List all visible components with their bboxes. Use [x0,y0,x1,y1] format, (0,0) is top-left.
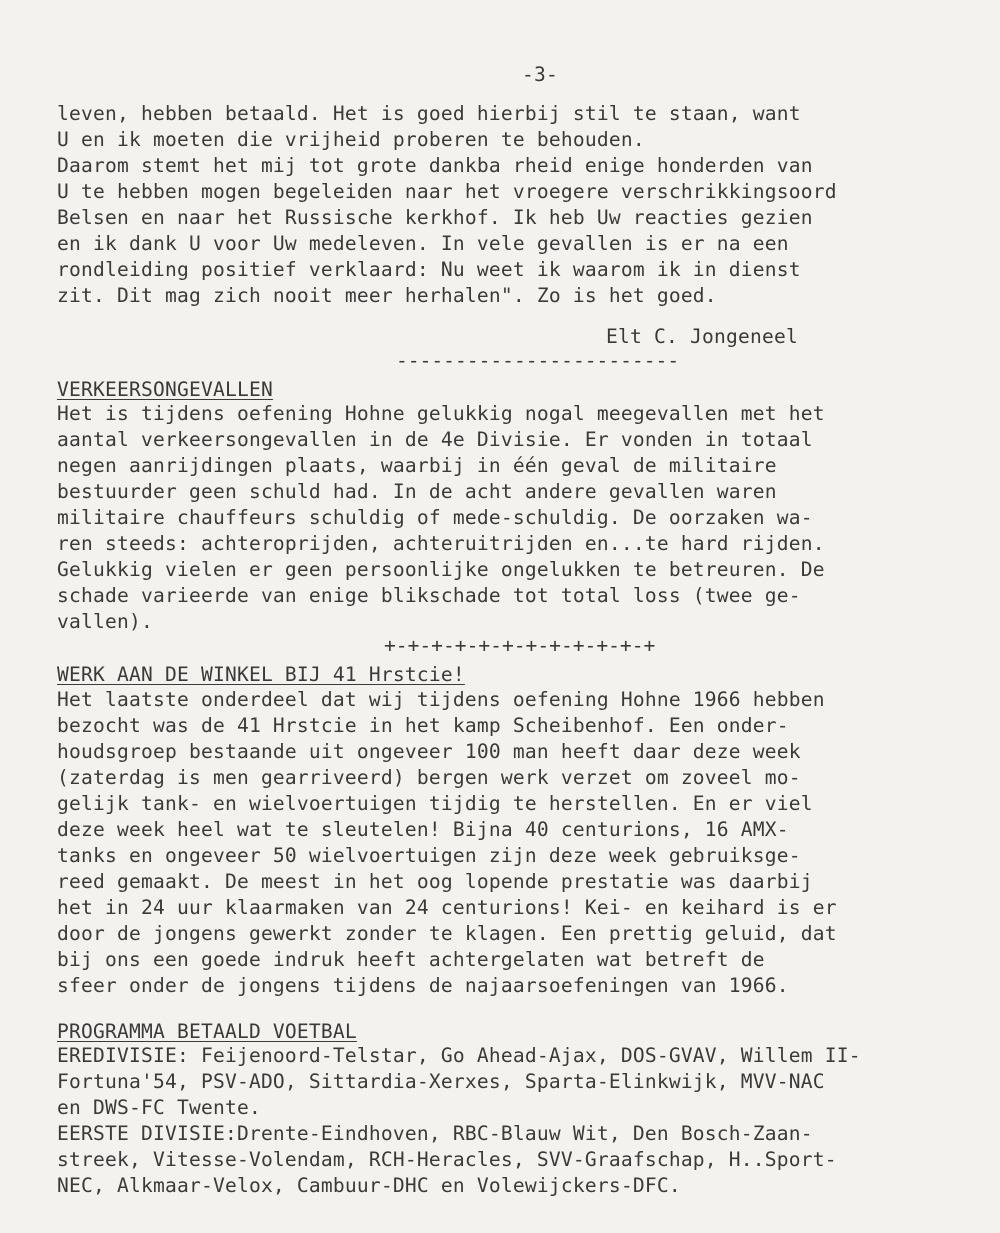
verkeer-line: negen aanrijdingen plaats, waarbij in één geval de militaire [57,454,777,477]
voetbal-line: en DWS-FC Twente. [57,1096,261,1119]
werk-line: Het laatste onderdeel dat wij tijdens oefening Hohne 1966 hebben [57,688,825,711]
section-separator: ------------------------ [396,349,680,372]
werk-line: bezocht was de 41 Hrstcie in het kamp Scheibenhof. Een onder- [57,714,789,737]
intro-line: Belsen en naar het Russische kerkhof. Ik heb Uw reacties gezien [57,206,813,229]
verkeer-line: schade varieerde van enige blikschade tot total loss (twee ge- [57,584,801,607]
heading-programma-betaald-voetbal: PROGRAMMA BETAALD VOETBAL [57,1020,357,1043]
voetbal-line: Fortuna'54, PSV-ADO, Sittardia-Xerxes, Sparta-Elinkwijk, MVV-NAC [57,1070,825,1093]
werk-line: sfeer onder de jongens tijdens de najaarsoefeningen van 1966. [57,974,789,997]
intro-line: en ik dank U voor Uw medeleven. In vele gevallen is er na een [57,232,789,255]
verkeer-line: aantal verkeersongevallen in de 4e Divisie. Er vonden in totaal [57,428,813,451]
werk-line: houdsgroep bestaande uit ongeveer 100 man heeft daar deze week [57,740,801,763]
voetbal-line: EERSTE DIVISIE:Drente-Eindhoven, RBC-Blauw Wit, Den Bosch-Zaan- [57,1122,813,1145]
verkeer-line: bestuurder geen schuld had. In de acht andere gevallen waren [57,480,777,503]
section-separator: +-+-+-+-+-+-+-+-+-+-+-+ [384,634,656,657]
signature: Elt C. Jongeneel [606,325,798,348]
voetbal-line: EREDIVISIE: Feijenoord-Telstar, Go Ahead-Ajax, DOS-GVAV, Willem II- [57,1044,861,1067]
intro-line: U te hebben mogen begeleiden naar het vroegere verschrikkingsoord [57,180,837,203]
heading-werk-aan-de-winkel: WERK AAN DE WINKEL BIJ 41 Hrstcie! [57,663,465,686]
werk-line: tanks en ongeveer 50 wielvoertuigen zijn deze week gebruiksge- [57,844,801,867]
voetbal-line: streek, Vitesse-Volendam, RCH-Heracles, SVV-Graafschap, H..Sport- [57,1148,837,1171]
intro-line: rondleiding positief verklaard: Nu weet ik waarom ik in dienst [57,258,801,281]
intro-line: U en ik moeten die vrijheid proberen te behouden. [57,128,645,151]
werk-line: reed gemaakt. De meest in het oog lopende prestatie was daarbij [57,870,813,893]
werk-line: deze week heel wat te sleutelen! Bijna 40 centurions, 16 AMX- [57,818,789,841]
werk-line: bij ons een goede indruk heeft achtergelaten wat betreft de [57,948,765,971]
intro-line: Daarom stemt het mij tot grote dankba rheid enige honderden van [57,154,813,177]
intro-line: leven, hebben betaald. Het is goed hierbij stil te staan, want [57,102,801,125]
intro-line: zit. Dit mag zich nooit meer herhalen". Zo is het goed. [57,284,717,307]
verkeer-line: Gelukkig vielen er geen persoonlijke ongelukken te betreuren. De [57,558,825,581]
werk-line: gelijk tank- en wielvoertuigen tijdig te herstellen. En er viel [57,792,813,815]
werk-line: (zaterdag is men gearriveerd) bergen werk verzet om zoveel mo- [57,766,801,789]
voetbal-line: NEC, Alkmaar-Velox, Cambuur-DHC en Volewijckers-DFC. [57,1174,681,1197]
werk-line: door de jongens gewerkt zonder te klagen. Een prettig geluid, dat [57,922,837,945]
verkeer-line: militaire chauffeurs schuldig of mede-schuldig. De oorzaken wa- [57,506,813,529]
page-number: -3- [522,63,558,86]
verkeer-line: ren steeds: achteroprijden, achteruitrijden en...te hard rijden. [57,532,825,555]
verkeer-line: Het is tijdens oefening Hohne gelukkig nogal meegevallen met het [57,402,825,425]
heading-verkeersongevallen: VERKEERSONGEVALLEN [57,378,273,401]
werk-line: het in 24 uur klaarmaken van 24 centurions! Kei- en keihard is er [57,896,837,919]
verkeer-line: vallen). [57,610,153,633]
